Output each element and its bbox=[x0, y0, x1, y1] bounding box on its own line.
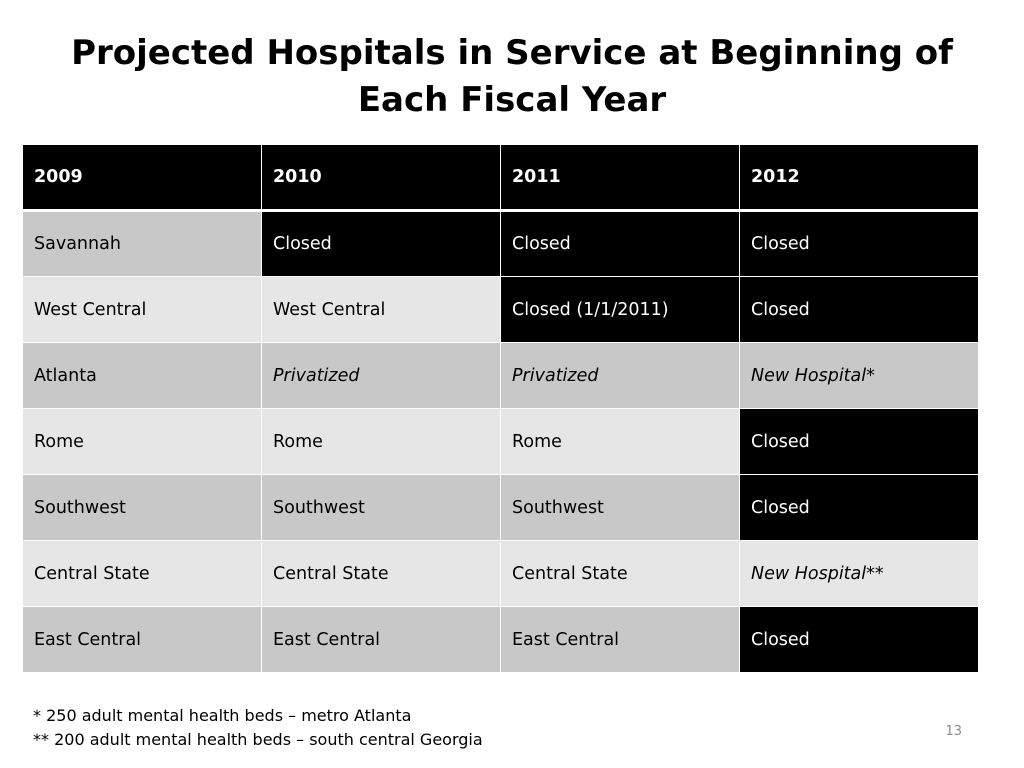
page-number: 13 bbox=[945, 724, 962, 739]
table-row bbox=[23, 277, 979, 343]
table-row bbox=[23, 475, 979, 541]
table-cell: East Central bbox=[262, 607, 501, 673]
title-line-1: Projected Hospitals in Service at Beginning of bbox=[71, 33, 953, 73]
table-row bbox=[23, 607, 979, 673]
table-cell: Rome bbox=[262, 409, 501, 475]
table-cell: Southwest bbox=[501, 475, 740, 541]
table-row bbox=[23, 343, 979, 409]
table-cell: Closed bbox=[740, 409, 979, 475]
page-title bbox=[40, 30, 984, 124]
table-cell: Closed bbox=[740, 277, 979, 343]
table-cell: Privatized bbox=[501, 343, 740, 409]
table-row bbox=[23, 409, 979, 475]
table-cell: East Central bbox=[23, 607, 262, 673]
table-row bbox=[23, 541, 979, 607]
table-cell: Closed bbox=[740, 607, 979, 673]
column-header-2010: 2010 bbox=[262, 145, 501, 211]
column-header-2009: 2009 bbox=[23, 145, 262, 211]
table-cell: East Central bbox=[501, 607, 740, 673]
column-header-2011: 2011 bbox=[501, 145, 740, 211]
table-cell: New Hospital* bbox=[740, 343, 979, 409]
footnote-single-asterisk: * 250 adult mental health beds – metro Atlanta bbox=[33, 706, 412, 725]
title-line-2: Each Fiscal Year bbox=[357, 80, 667, 120]
hospitals-table bbox=[22, 144, 979, 673]
footnote-double-asterisk: ** 200 adult mental health beds – south central Georgia bbox=[33, 730, 483, 749]
table-cell: Central State bbox=[23, 541, 262, 607]
table-cell: Central State bbox=[501, 541, 740, 607]
table-cell: Privatized bbox=[262, 343, 501, 409]
table-cell: Southwest bbox=[23, 475, 262, 541]
table-cell: Closed bbox=[740, 475, 979, 541]
footnotes bbox=[33, 704, 483, 752]
table-cell: Closed bbox=[262, 211, 501, 277]
table-cell: Atlanta bbox=[23, 343, 262, 409]
table-cell: West Central bbox=[23, 277, 262, 343]
table-header-row bbox=[23, 145, 979, 211]
table-cell: New Hospital** bbox=[740, 541, 979, 607]
table-cell: Closed (1/1/2011) bbox=[501, 277, 740, 343]
table-cell: Savannah bbox=[23, 211, 262, 277]
table-cell: Closed bbox=[501, 211, 740, 277]
table-cell: Central State bbox=[262, 541, 501, 607]
table-row bbox=[23, 211, 979, 277]
table-cell: West Central bbox=[262, 277, 501, 343]
table-cell: Closed bbox=[740, 211, 979, 277]
table-cell: Rome bbox=[501, 409, 740, 475]
table-cell: Southwest bbox=[262, 475, 501, 541]
column-header-2012: 2012 bbox=[740, 145, 979, 211]
table-cell: Rome bbox=[23, 409, 262, 475]
